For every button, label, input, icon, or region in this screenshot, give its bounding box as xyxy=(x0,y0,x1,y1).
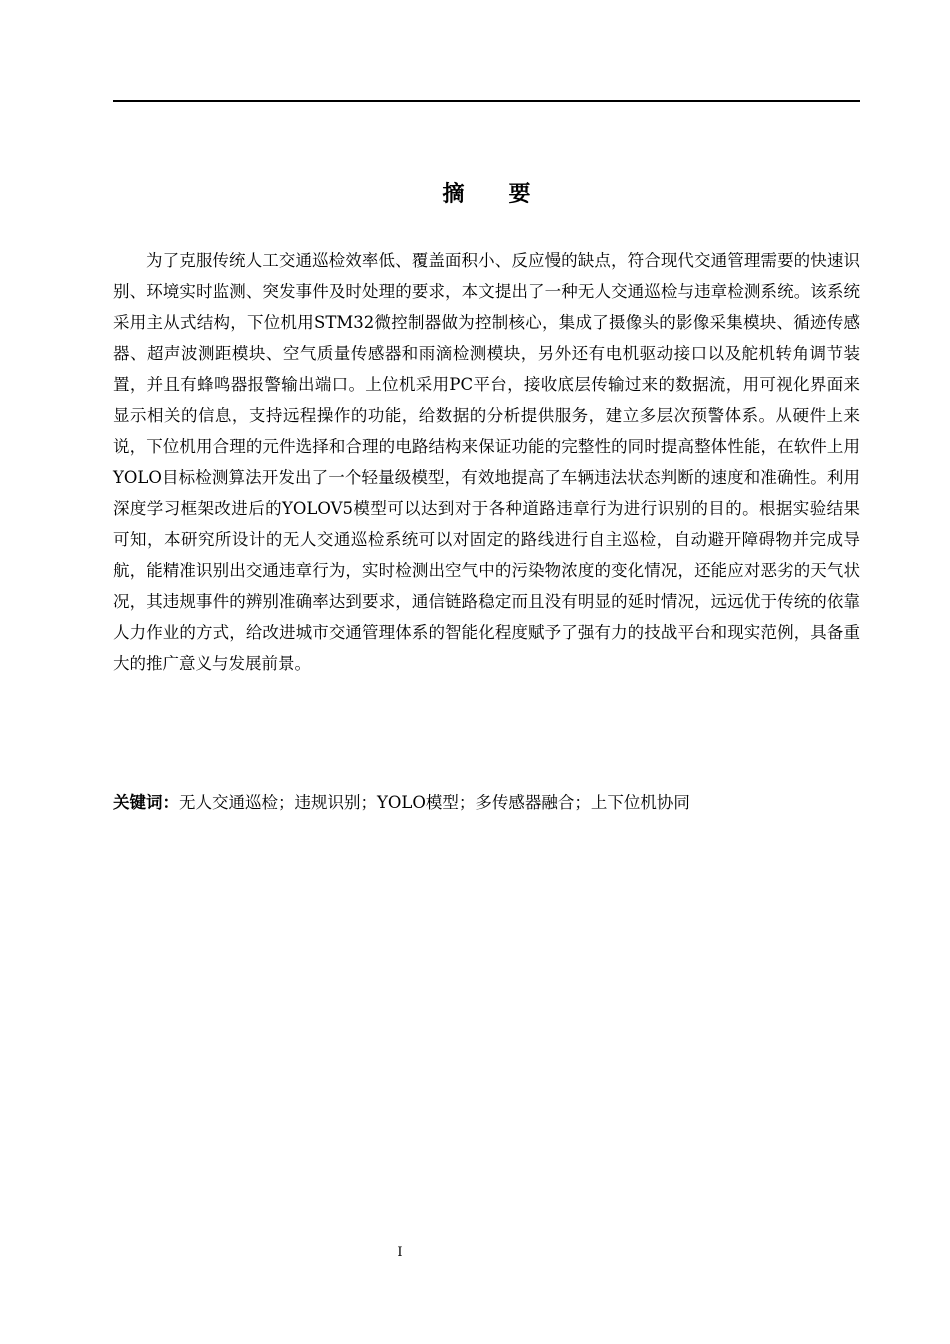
keywords-text: 无人交通巡检；违规识别；YOLO模型；多传感器融合；上下位机协同 xyxy=(179,793,690,812)
header-rule xyxy=(113,100,860,102)
abstract-title: 摘 要 xyxy=(442,182,531,207)
page-number: I xyxy=(397,1245,403,1260)
abstract-body: 为了克服传统人工交通巡检效率低、覆盖面积小、反应慢的缺点，符合现代交通管理需要的快速识别、环境实时监测、突发事件及时处理的要求，本文提出了一种无人交通巡检与违章检测系统。该系统采用主从式结构，下位机用STM32微控制器做为控制核心，集成了摄像头的影像采集模块、循迹传感器、超声波测距模块、空气质量传感器和雨滴检测模块，另外还有电机驱动接口以及舵机转角调节装置，并且有蜂鸣器报警输出端口。上位机采用PC平台，接收底层传输过来的数据流，用可视化界面来显示相关的信息，支持远程操作的功能，给数据的分析提供服务，建立多层次预警体系。从硬件上来说，下位机用合理的元件选择和合理的电路结构来保证功能的完整性的同时提高整体性能，在软件上用YOLO目标检测算法开发出了一个轻量级模型，有效地提高了车辆违法状态判断的速度和准确性。利用深度学习框架改进后的YOLOV5模型可以达到对于各种道路违章行为进行识别的目的。根据实验结果可知，本研究所设计的无人交通巡检系统可以对固定的路线进行自主巡检，自动避开障碍物并完成导航，能精准识别出交通违章行为，实时检测出空气中的污染物浓度的变化情况，还能应对恶劣的天气状况，其违规事件的辨别准确率达到要求，通信链路稳定而且没有明显的延时情况，远远优于传统的依靠人力作业的方式，给改进城市交通管理体系的智能化程度赋予了强有力的技战平台和现实范例，具备重大的推广意义与发展前景。 xyxy=(113,251,860,673)
keywords-line xyxy=(113,787,860,818)
keywords-label: 关键词： xyxy=(113,793,179,812)
